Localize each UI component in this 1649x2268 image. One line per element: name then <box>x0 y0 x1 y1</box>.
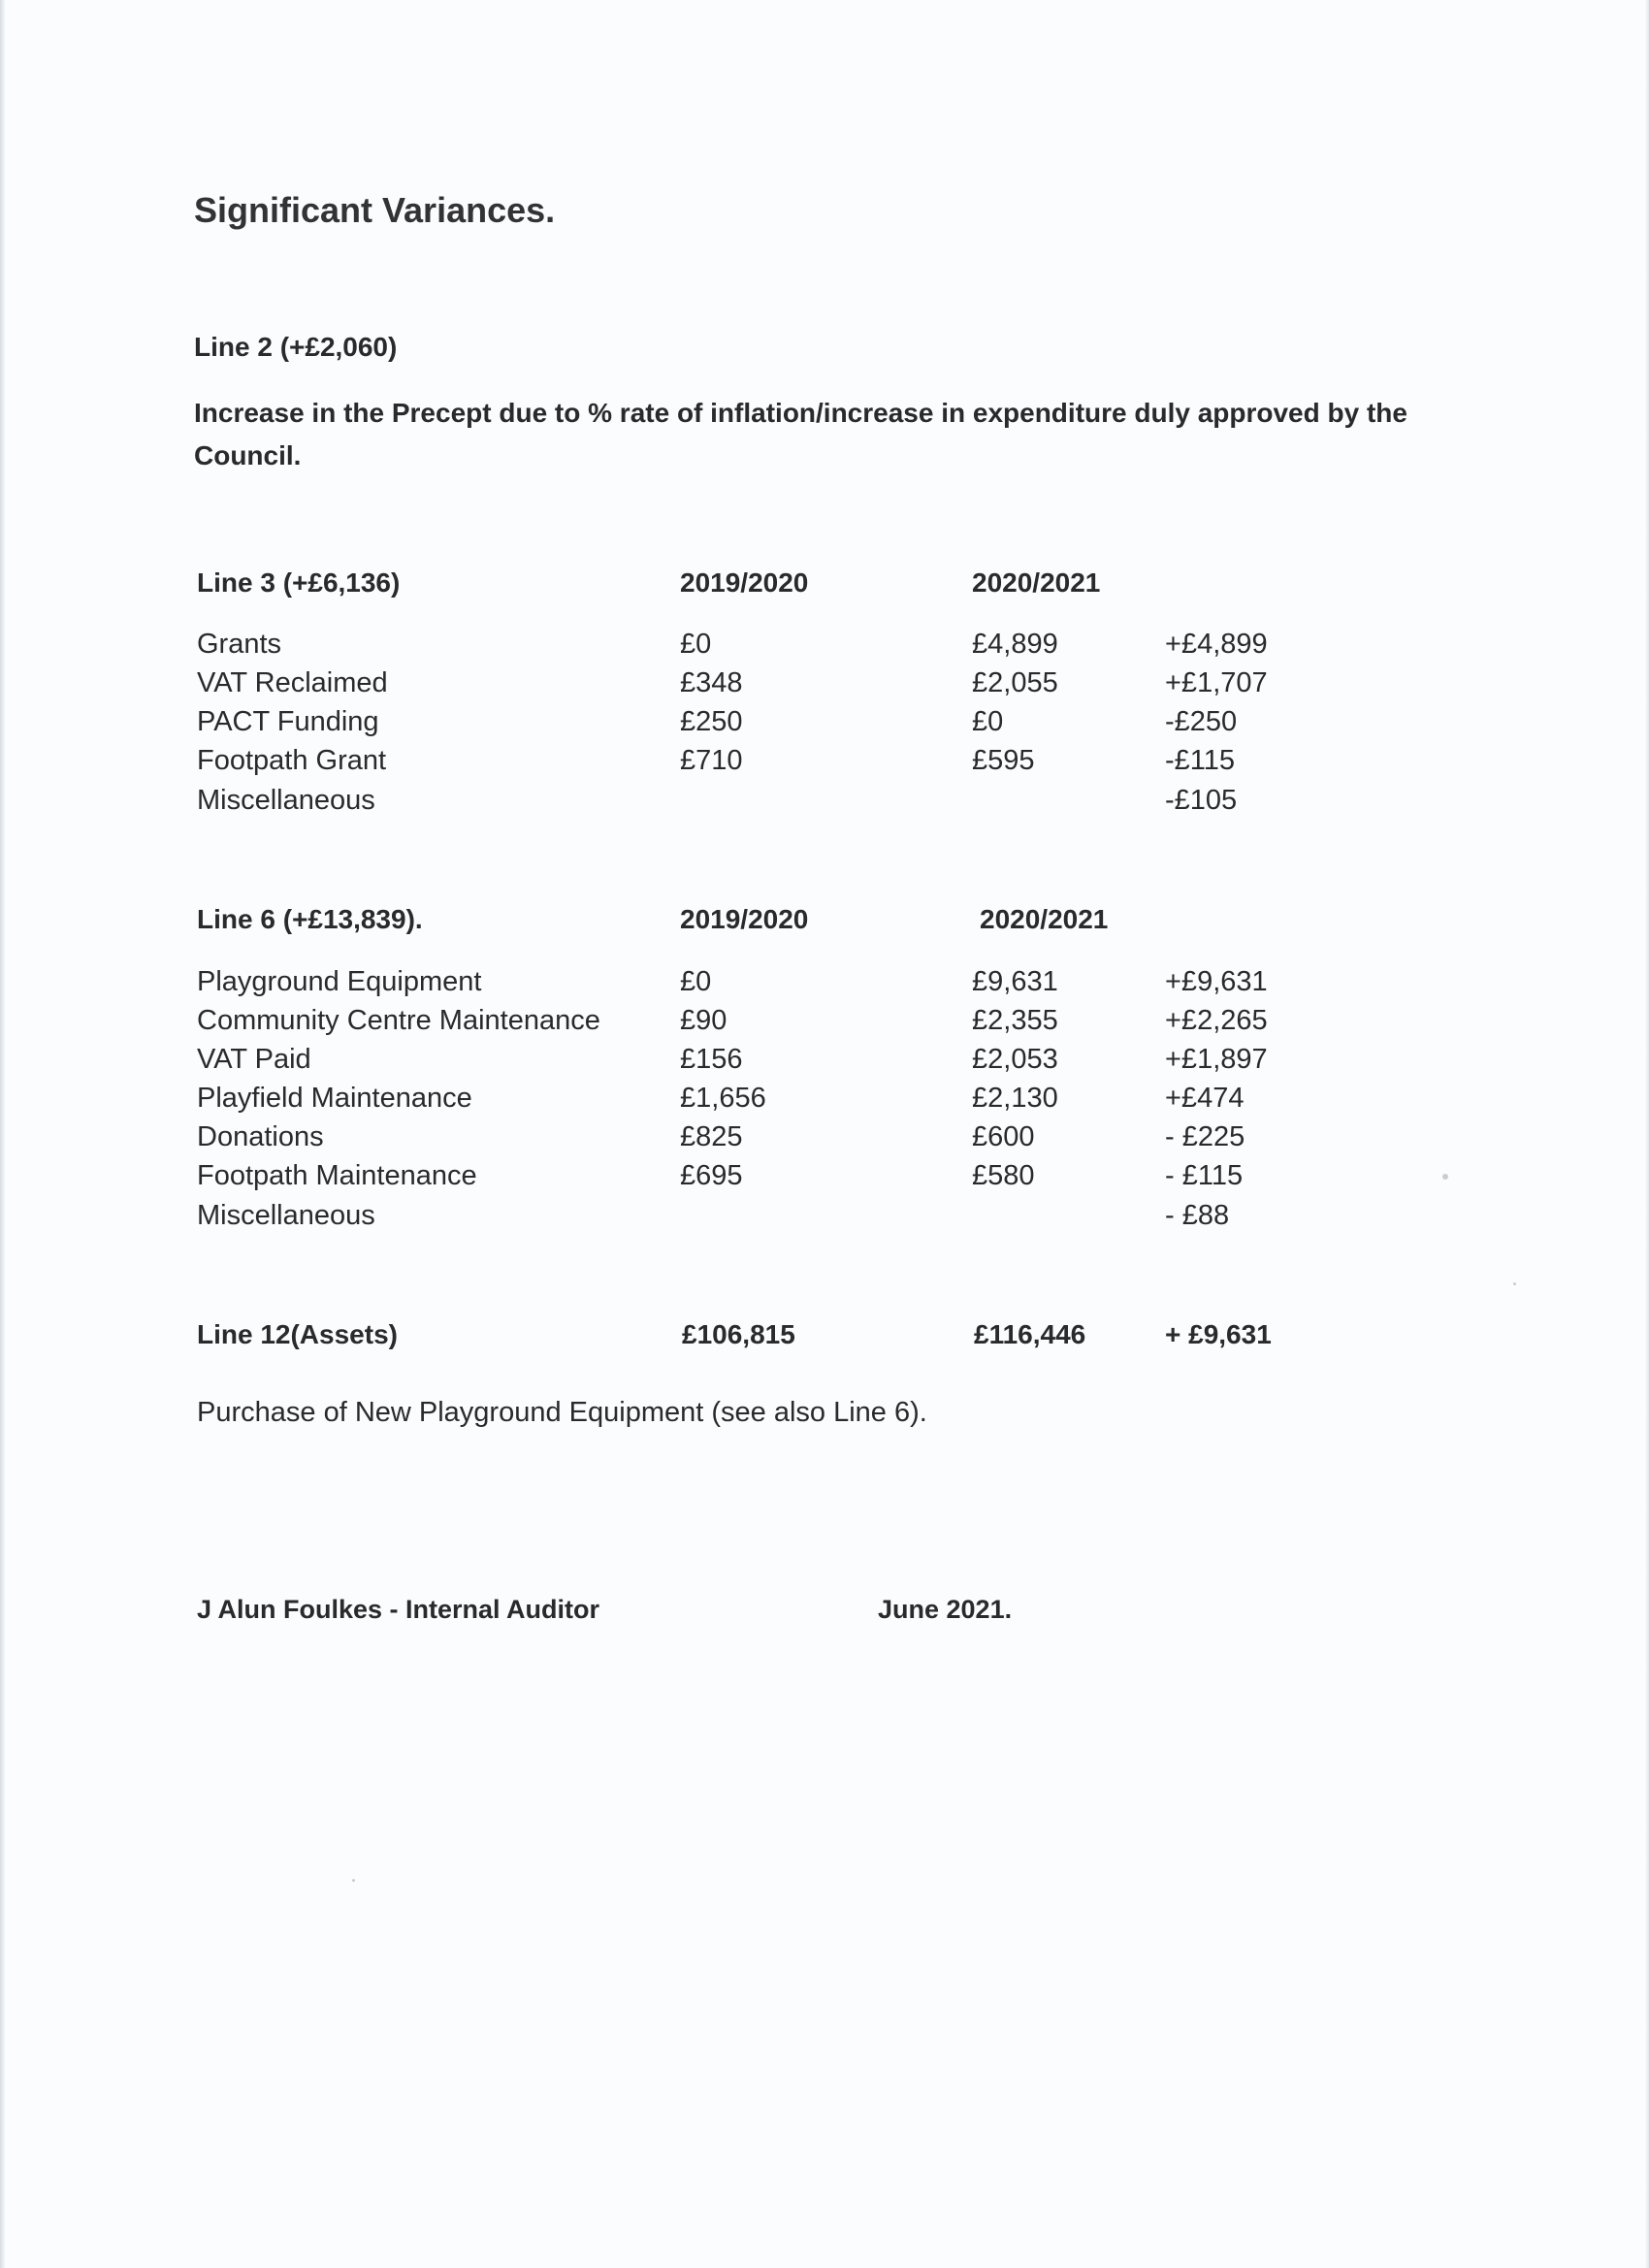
line6-row-2019: £0 <box>680 966 712 997</box>
line6-row-2020: £9,631 <box>972 966 1058 997</box>
line3-row-diff: +£4,899 <box>1165 629 1268 660</box>
line6-row-label: Footpath Maintenance <box>197 1160 477 1191</box>
line12-heading: Line 12(Assets) <box>197 1319 398 1349</box>
line3-row-label: VAT Reclaimed <box>197 667 388 698</box>
line3-row-2020: £0 <box>972 706 1004 737</box>
line3-row-label: Grants <box>197 629 282 660</box>
line6-row-label: Playfield Maintenance <box>197 1083 472 1114</box>
line6-row-diff: - £115 <box>1165 1160 1244 1191</box>
line6-row-2020: £2,355 <box>972 1005 1058 1036</box>
line3-row-label: Miscellaneous <box>197 785 375 816</box>
line3-row-2019: £710 <box>680 745 743 776</box>
line6-row-label: Community Centre Maintenance <box>197 1005 600 1036</box>
line3-row-label: PACT Funding <box>197 706 379 737</box>
line3-row-2020: £595 <box>972 745 1035 776</box>
line12-2020: £116,446 <box>974 1319 1086 1349</box>
line3-col-2020: 2020/2021 <box>972 567 1101 598</box>
line6-row-2020: £600 <box>972 1121 1035 1152</box>
line6-row-label: Playground Equipment <box>197 966 482 997</box>
line6-row-2020: £2,130 <box>972 1083 1058 1114</box>
line6-row-2019: £695 <box>680 1160 743 1191</box>
line3-row-diff: -£250 <box>1165 706 1238 737</box>
line6-row-diff: - £225 <box>1165 1121 1245 1152</box>
line3-row-2019: £0 <box>680 629 712 660</box>
page-edge <box>0 0 6 2268</box>
line6-col-2019: 2019/2020 <box>680 904 809 934</box>
line6-row-label: Donations <box>197 1121 324 1152</box>
line3-row-2019: £348 <box>680 667 743 698</box>
line3-row-diff: +£1,707 <box>1165 667 1268 698</box>
line6-row-2019: £90 <box>680 1005 728 1036</box>
line6-row-diff: +£474 <box>1165 1083 1245 1114</box>
scan-speck <box>1513 1282 1516 1285</box>
line6-heading: Line 6 (+£13,839). <box>197 904 423 934</box>
page-title: Significant Variances. <box>194 190 556 230</box>
line6-row-2019: £1,656 <box>680 1083 766 1114</box>
line3-row-diff: -£115 <box>1165 745 1236 776</box>
line3-row-2020: £2,055 <box>972 667 1058 698</box>
line6-col-2020: 2020/2021 <box>980 904 1109 934</box>
line6-row-diff: +£9,631 <box>1165 966 1268 997</box>
line6-row-2019: £156 <box>680 1044 743 1075</box>
line3-heading: Line 3 (+£6,136) <box>197 567 401 598</box>
scan-speck <box>1442 1174 1448 1180</box>
line6-row-2019: £825 <box>680 1121 743 1152</box>
line2-paragraph: Increase in the Precept due to % rate of inflation/increase in expenditure duly approved by the Council. <box>194 398 1407 470</box>
line6-row-2020: £2,053 <box>972 1044 1058 1075</box>
line3-col-2019: 2019/2020 <box>680 567 809 598</box>
line12-2019: £106,815 <box>682 1319 795 1349</box>
line12-note: Purchase of New Playground Equipment (see also Line 6). <box>197 1397 927 1428</box>
line12-diff: + £9,631 <box>1165 1319 1272 1349</box>
page-edge <box>1645 0 1649 2268</box>
line6-row-diff: +£2,265 <box>1165 1005 1268 1036</box>
line2-heading: Line 2 (+£2,060) <box>194 332 398 362</box>
line3-row-label: Footpath Grant <box>197 745 387 776</box>
signature-date: June 2021. <box>878 1595 1013 1624</box>
scan-speck <box>352 1879 355 1882</box>
line6-row-diff: +£1,897 <box>1165 1044 1268 1075</box>
line3-row-2019: £250 <box>680 706 743 737</box>
line6-row-diff: - £88 <box>1165 1200 1230 1231</box>
line6-row-2020: £580 <box>972 1160 1035 1191</box>
line3-row-diff: -£105 <box>1165 785 1238 816</box>
line6-row-label: Miscellaneous <box>197 1200 375 1231</box>
line3-row-2020: £4,899 <box>972 629 1058 660</box>
auditor-signature: J Alun Foulkes - Internal Auditor <box>197 1595 600 1624</box>
line6-row-label: VAT Paid <box>197 1044 311 1075</box>
